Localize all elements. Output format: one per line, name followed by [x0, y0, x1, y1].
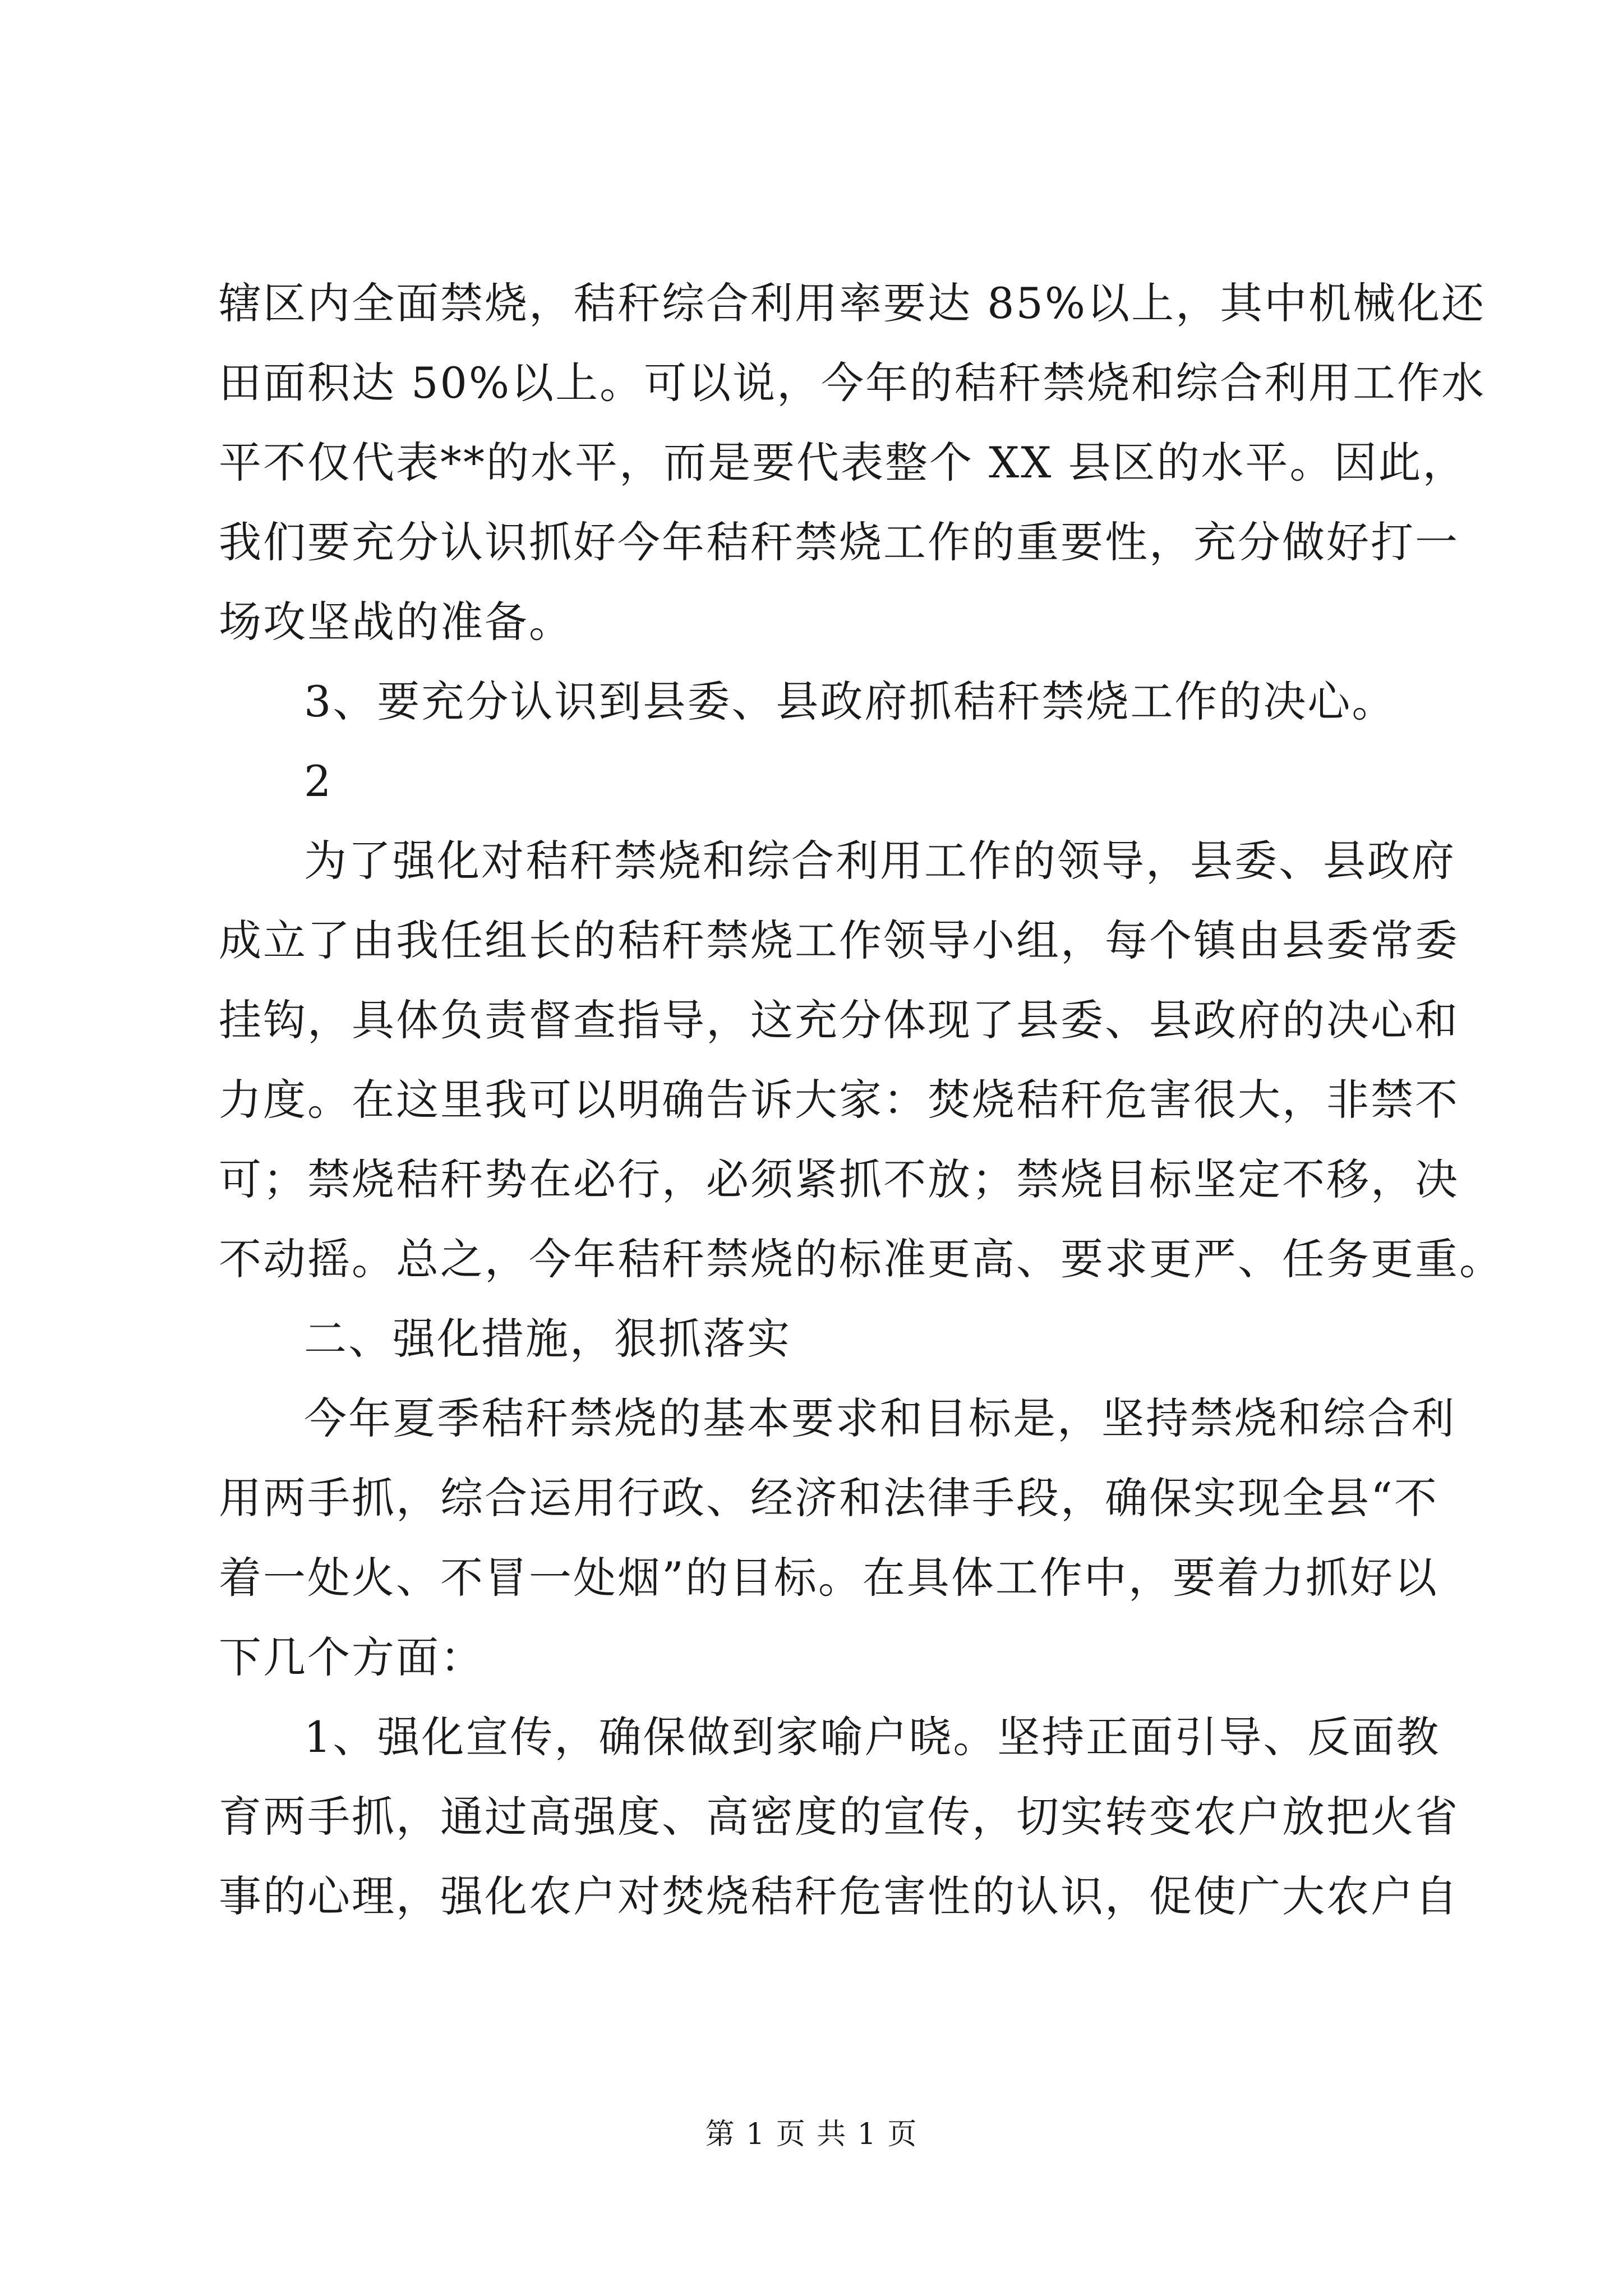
text-line: 用两手抓，综合运用行政、经济和法律手段，确保实现全县“不 — [219, 1473, 1438, 1523]
text-line: 挂钩，具体负责督查指导，这充分体现了县委、县政府的决心和 — [219, 995, 1459, 1045]
page-number-footer: 第 1 页 共 1 页 — [705, 2118, 918, 2151]
text-line: 辖区内全面禁烧，秸秆综合利用率要达 85%以上，其中机械化还 — [219, 278, 1486, 328]
text-line: 3、要充分认识到县委、县政府抓秸秆禁烧工作的决心。 — [304, 677, 1396, 726]
text-line: 下几个方面： — [219, 1632, 485, 1682]
text-line: 育两手抓，通过高强度、高密度的宣传，切实转变农户放把火省 — [219, 1792, 1459, 1842]
text-line: 可；禁烧秸秆势在必行，必须紧抓不放；禁烧目标坚定不移，决 — [219, 1154, 1459, 1204]
body-text — [219, 264, 1504, 1936]
text-line: 2 — [304, 756, 333, 806]
text-line: 成立了由我任组长的秸秆禁烧工作领导小组，每个镇由县委常委 — [219, 915, 1459, 965]
text-line: 着一处火、不冒一处烟”的目标。在具体工作中，要着力抓好以 — [219, 1553, 1438, 1603]
text-line: 田面积达 50%以上。可以说，今年的秸秆禁烧和综合利用工作水 — [219, 358, 1486, 408]
text-line: 力度。在这里我可以明确告诉大家：焚烧秸秆危害很大，非禁不 — [219, 1075, 1459, 1125]
text-line: 为了强化对秸秆禁烧和综合利用工作的领导，县委、县政府 — [304, 836, 1456, 886]
text-line: 今年夏季秸秆禁烧的基本要求和目标是，坚持禁烧和综合利 — [304, 1393, 1456, 1443]
text-line: 平不仅代表**的水平，而是要代表整个 XX 县区的水平。因此， — [219, 438, 1467, 487]
text-line: 不动摇。总之，今年秸秆禁烧的标准更高、要求更严、任务更重。 — [219, 1234, 1504, 1284]
text-line: 事的心理，强化农户对焚烧秸秆危害性的认识，促使广大农户自 — [219, 1871, 1459, 1921]
text-line: 场攻坚战的准备。 — [219, 597, 573, 647]
text-line: 1、强化宣传，确保做到家喻户晓。坚持正面引导、反面教 — [304, 1712, 1441, 1762]
section-heading: 二、强化措施，狠抓落实 — [304, 1314, 791, 1364]
text-line: 我们要充分认识抓好今年秸秆禁烧工作的重要性，充分做好打一 — [219, 517, 1459, 567]
